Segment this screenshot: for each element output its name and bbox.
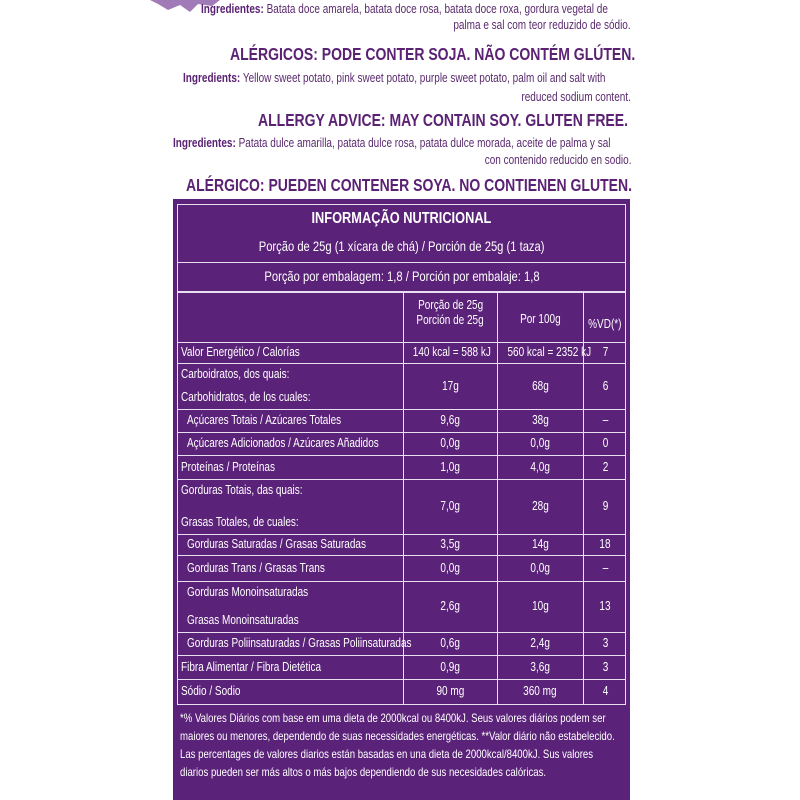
row-value-portion: 90 mg: [436, 684, 464, 698]
row-value-vd: –: [602, 413, 608, 427]
row-value-portion: 0,6g: [440, 636, 460, 650]
ingredients-en-line2: reduced sodium content.: [521, 90, 631, 104]
row-value-portion: 1,0g: [440, 459, 460, 474]
ingredients-en-line1: Yellow sweet potato, pink sweet potato, purple sweet potato, palm oil and salt with: [242, 71, 606, 85]
allergy-es: ALÉRGICO: PUEDEN CONTENER SOYA. NO CONTIENEN GLUTEN.: [186, 175, 632, 195]
col-header-portion: Porção de 25g Porción de 25g: [416, 298, 485, 327]
row-value-100g: 3,6g: [530, 659, 550, 674]
ingredients-es-line2: con contenido reducido en sodio.: [484, 153, 631, 167]
col-header-vd: %VD(*): [588, 317, 622, 331]
row-value-vd: 6: [602, 378, 608, 393]
row-value-100g: 0,0g: [530, 436, 550, 450]
row-value-portion: 0,0g: [440, 560, 460, 575]
row-value-vd: 4: [602, 684, 608, 698]
row-value-100g: 360 mg: [523, 684, 557, 698]
row-value-100g: 2,4g: [530, 636, 550, 650]
row-label: Valor Energético / Calorías: [181, 345, 300, 359]
row-label: Gorduras Saturadas / Grasas Saturadas: [187, 537, 366, 551]
row-label: Sódio / Sodio: [181, 684, 241, 698]
row-value-100g: 0,0g: [530, 560, 550, 575]
row-value-vd: 18: [599, 537, 611, 551]
row-value-portion: 140 kcal = 588 kJ: [412, 345, 491, 359]
ingredients-pt-line2: palma e sal com teor reduzido de sódio.: [453, 18, 631, 32]
row-value-portion: 2,6g: [440, 599, 460, 613]
row-value-portion: 3,5g: [440, 537, 460, 551]
row-label: Proteínas / Proteínas: [181, 459, 275, 474]
row-label-secondary: Carbohidratos, de los cuales:: [181, 390, 311, 404]
row-value-portion: 17g: [441, 378, 459, 393]
row-value-100g: 38g: [531, 413, 549, 427]
ingredients-es-line1: Patata dulce amarilla, patata dulce rosa, patata dulce morada, aceite de palma y sal: [238, 136, 611, 150]
row-label: Gorduras Poliinsaturadas / Grasas Poliinsaturadas: [187, 636, 412, 650]
row-value-vd: 2: [602, 459, 608, 474]
allergy-en: ALLERGY ADVICE: MAY CONTAIN SOY. GLUTEN FREE.: [258, 110, 629, 130]
row-label-secondary: Grasas Totales, de cuales:: [181, 515, 299, 529]
footnote-line: Las percentages de valores diarios están basadas en una dieta de 2000kcal/8400kJ. Sus valores: [180, 747, 594, 761]
ingredients-pt-line1: Batata doce amarela, batata doce rosa, batata doce roxa, gordura vegetal de: [266, 2, 608, 16]
row-value-100g: 14g: [531, 537, 549, 551]
ingredients-es-label: Ingredientes:: [173, 136, 236, 150]
row-value-100g: 28g: [531, 499, 549, 513]
footnote-line: diarios pueden ser más altos o más bajos dependiendo de sus necesidades calóricas.: [180, 765, 547, 779]
footnote-line: maiores ou menores, dependendo de suas necessidades energéticas. **Valor diário não estabelecido.: [180, 729, 615, 743]
ingredients-en-label: Ingredients:: [183, 71, 241, 85]
row-value-vd: 13: [599, 599, 611, 613]
row-value-vd: 3: [602, 636, 608, 650]
row-label-secondary: Grasas Monoinsaturadas: [187, 613, 299, 627]
row-value-100g: 4,0g: [530, 459, 550, 474]
row-value-portion: 0,9g: [440, 659, 460, 674]
row-label: Gorduras Monoinsaturadas: [187, 585, 309, 599]
nutrition-servings: Porção por embalagem: 1,8 / Porción por embalaje: 1,8: [263, 268, 540, 284]
allergy-pt: ALÉRGICOS: PODE CONTER SOJA. NÃO CONTÉM GLÚTEN.: [230, 44, 636, 64]
row-label: Carboidratos, dos quais:: [181, 367, 290, 381]
row-value-vd: 9: [602, 499, 608, 513]
row-value-100g: 10g: [531, 599, 549, 613]
row-value-portion: 9,6g: [440, 413, 460, 427]
nutrition-facts-panel: [173, 199, 630, 800]
row-value-portion: 7,0g: [440, 499, 460, 513]
row-value-portion: 0,0g: [440, 436, 460, 450]
nutrition-title: INFORMAÇÃO NUTRICIONAL: [311, 210, 492, 227]
col-header-100g: Por 100g: [519, 312, 561, 326]
row-label: Fibra Alimentar / Fibra Dietética: [181, 659, 322, 674]
row-value-vd: 7: [602, 345, 608, 359]
row-value-vd: 3: [602, 659, 608, 674]
row-value-100g: 68g: [531, 378, 549, 393]
row-value-vd: 0: [602, 436, 608, 450]
row-value-vd: –: [602, 560, 608, 575]
ingredients-pt-label: Ingredientes:: [201, 2, 264, 16]
row-label: Gorduras Totais, das quais:: [181, 483, 303, 497]
row-label: Açúcares Totais / Azúcares Totales: [187, 413, 342, 427]
nutrition-portion: Porção de 25g (1 xícara de chá) / Porción de 25g (1 taza): [258, 238, 545, 254]
row-label: Açúcares Adicionados / Azúcares Añadidos: [187, 436, 379, 450]
row-label: Gorduras Trans / Grasas Trans: [187, 560, 325, 575]
footnote-line: *% Valores Diários com base em uma dieta de 2000kcal ou 8400kJ. Seus valores diários podem ser: [180, 711, 606, 725]
row-value-100g: 560 kcal = 2352 kJ: [507, 345, 592, 359]
